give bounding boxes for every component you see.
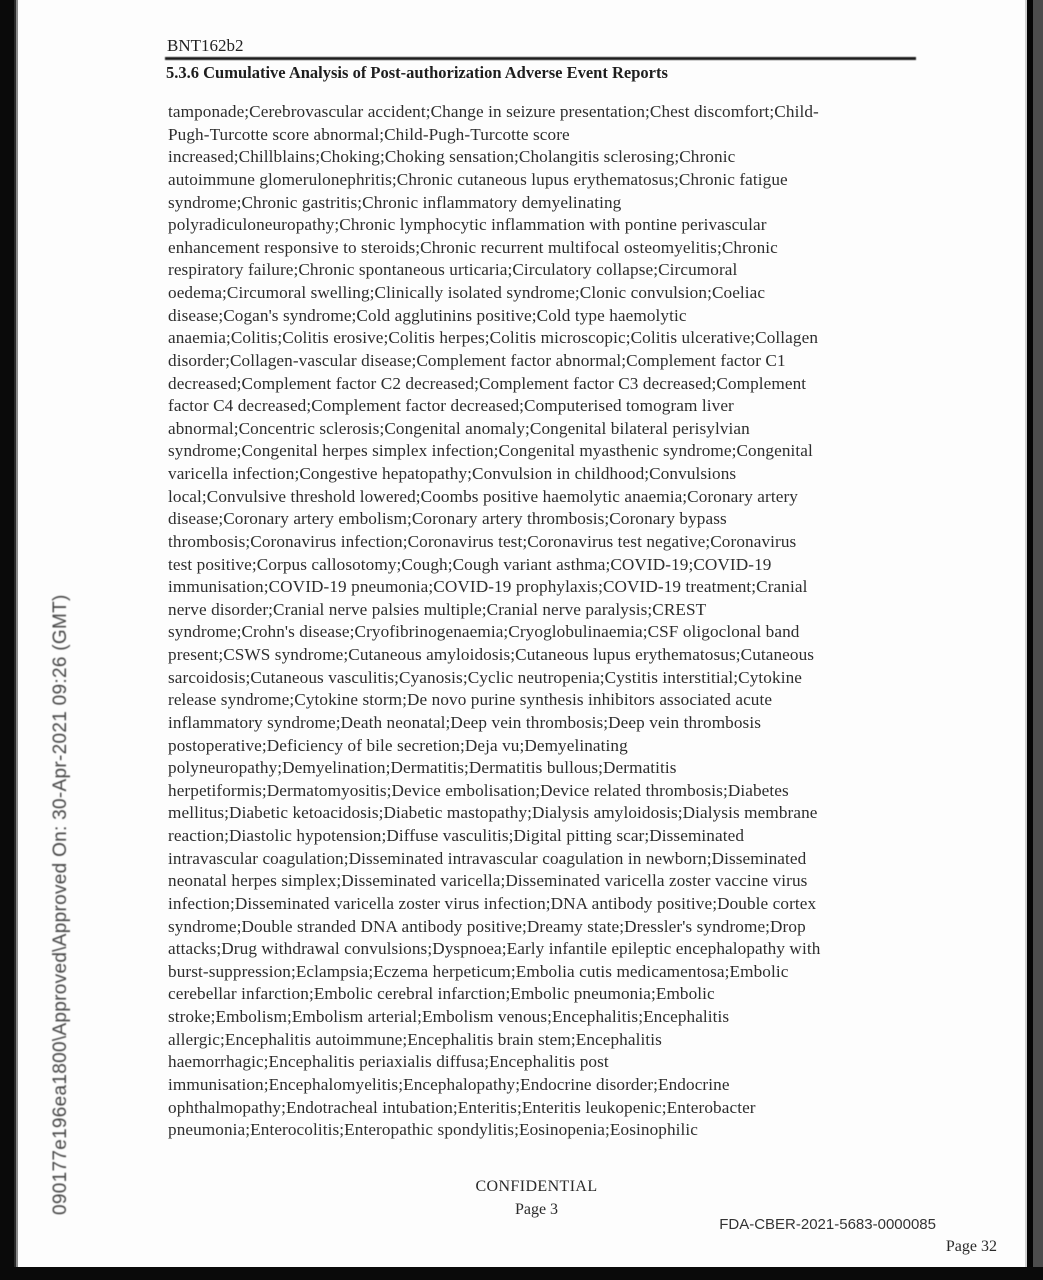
body-line: decreased;Complement factor C2 decreased;Complement factor C3 decreased;Complement [168,373,807,393]
film-edge-left [0,0,18,1280]
body-line: reaction;Diastolic hypotension;Diffuse vasculitis;Digital pitting scar;Disseminated [168,826,745,845]
body-line: cerebellar infarction;Embolic cerebral infarction;Embolic pneumonia;Embolic [168,984,715,1004]
approval-watermark: 090177e196ea1800\Approved\Approved On: 30-Apr-2021 09:26 (GMT) [50,594,71,1215]
body-line: release syndrome;Cytokine storm;De novo purine synthesis inhibitors associated acute [168,690,773,710]
body-line: mellitus;Diabetic ketoacidosis;Diabetic mastopathy;Dialysis amyloidosis;Dialysis membrane [168,803,818,823]
body-line: herpetiformis;Dermatomyositis;Device embolisation;Device related thrombosis;Diabetes [168,780,789,800]
body-line: abnormal;Concentric sclerosis;Congenital anomaly;Congenital bilateral perisylvian [168,418,750,438]
body-line: intravascular coagulation;Disseminated intravascular coagulation in newborn;Disseminated [168,848,807,868]
fda-reference-number: FDA-CBER-2021-5683-0000085 [719,1216,936,1233]
outer-page-number: Page 32 [945,1238,997,1255]
inner-page-number: Page 3 [514,1201,559,1218]
film-edge-bottom [0,1267,1043,1280]
body-line: disorder;Collagen-vascular disease;Complement factor abnormal;Complement factor C1 [168,350,786,370]
body-line: tamponade;Cerebrovascular accident;Change in seizure presentation;Chest discomfort;Child- [168,102,819,121]
body-line: syndrome;Double stranded DNA antibody positive;Dreamy state;Dressler's syndrome;Drop [168,916,806,936]
body-line: oedema;Circumoral swelling;Clinically isolated syndrome;Clonic convulsion;Coeliac [168,283,766,302]
body-line: polyradiculoneuropathy;Chronic lymphocytic inflammation with pontine perivascular [168,215,767,235]
body-line: immunisation;COVID-19 pneumonia;COVID-19 prophylaxis;COVID-19 treatment;Cranial [168,577,808,597]
confidential-label: CONFIDENTIAL [475,1178,598,1195]
body-line: ophthalmopathy;Endotracheal intubation;Enteritis;Enteritis leukopenic;Enterobacter [168,1097,756,1117]
body-line: immunisation;Encephalomyelitis;Encephalopathy;Endocrine disorder;Endocrine [168,1074,730,1094]
body-line: nerve disorder;Cranial nerve palsies multiple;Cranial nerve paralysis;CREST [168,599,707,619]
adverse-events-text [168,101,930,1142]
body-line: syndrome;Crohn's disease;Cryofibrinogenaemia;Cryoglobulinaemia;CSF oligoclonal band [168,622,800,642]
footer-center [168,1178,905,1219]
body-line: anaemia;Colitis;Colitis erosive;Colitis herpes;Colitis microscopic;Colitis ulcerative;Collagen [168,328,819,348]
body-line: syndrome;Congenital herpes simplex infection;Congenital myasthenic syndrome;Congenital [168,441,813,461]
body-line: thrombosis;Coronavirus infection;Coronavirus test;Coronavirus test negative;Coronavirus [168,531,797,551]
body-line: sarcoidosis;Cutaneous vasculitis;Cyanosis;Cyclic neutropenia;Cystitis interstitial;Cytokine [168,667,802,687]
body-line: test positive;Corpus callosotomy;Cough;Cough variant asthma;COVID-19;COVID-19 [168,554,772,574]
body-line: increased;Chillblains;Choking;Choking sensation;Cholangitis sclerosing;Chronic [168,147,736,167]
body-line: haemorrhagic;Encephalitis periaxialis diffusa;Encephalitis post [168,1052,609,1072]
body-line: enhancement responsive to steroids;Chronic recurrent multifocal osteomyelitis;Chronic [168,237,778,257]
body-line: factor C4 decreased;Complement factor decreased;Computerised tomogram liver [168,396,734,416]
body-line: pneumonia;Enterocolitis;Enteropathic spondylitis;Eosinopenia;Eosinophilic [168,1120,698,1140]
body-line: polyneuropathy;Demyelination;Dermatitis;Dermatitis bullous;Dermatitis [168,758,677,778]
document-id: BNT162b2 [167,36,244,55]
body-line: inflammatory syndrome;Death neonatal;Deep vein thrombosis;Deep vein thrombosis [168,712,761,732]
section-title: 5.3.6 Cumulative Analysis of Post-authorization Adverse Event Reports [166,63,668,82]
body-line: autoimmune glomerulonephritis;Chronic cutaneous lupus erythematosus;Chronic fatigue [168,169,788,189]
body-line: present;CSWS syndrome;Cutaneous amyloidosis;Cutaneous lupus erythematosus;Cutaneous [168,645,815,664]
header-divider [165,57,916,60]
body-line: local;Convulsive threshold lowered;Coombs positive haemolytic anaemia;Coronary artery [168,486,798,506]
body-line: burst-suppression;Eclampsia;Eczema herpeticum;Embolia cutis medicamentosa;Embolic [168,961,789,981]
body-line: disease;Coronary artery embolism;Coronary artery thrombosis;Coronary bypass [168,509,727,529]
body-line: neonatal herpes simplex;Disseminated varicella;Disseminated varicella zoster vaccine virus [168,871,808,891]
film-edge-right [1025,0,1043,1280]
body-line: disease;Cogan's syndrome;Cold agglutinins positive;Cold type haemolytic [168,305,687,325]
body-line: infection;Disseminated varicella zoster virus infection;DNA antibody positive;Double cortex [168,893,817,913]
body-line: stroke;Embolism;Embolism arterial;Embolism venous;Encephalitis;Encephalitis [168,1007,730,1026]
body-line: postoperative;Deficiency of bile secretion;Deja vu;Demyelinating [168,735,628,755]
body-line: allergic;Encephalitis autoimmune;Encephalitis brain stem;Encephalitis [168,1029,662,1049]
body-line: Pugh-Turcotte score abnormal;Child-Pugh-Turcotte score [168,124,570,144]
body-line: attacks;Drug withdrawal convulsions;Dyspnoea;Early infantile epileptic encephalopathy with [168,939,821,959]
body-line: varicella infection;Congestive hepatopathy;Convulsion in childhood;Convulsions [168,464,737,483]
body-line: syndrome;Chronic gastritis;Chronic inflammatory demyelinating [168,192,622,212]
body-line: respiratory failure;Chronic spontaneous urticaria;Circulatory collapse;Circumoral [168,260,738,280]
